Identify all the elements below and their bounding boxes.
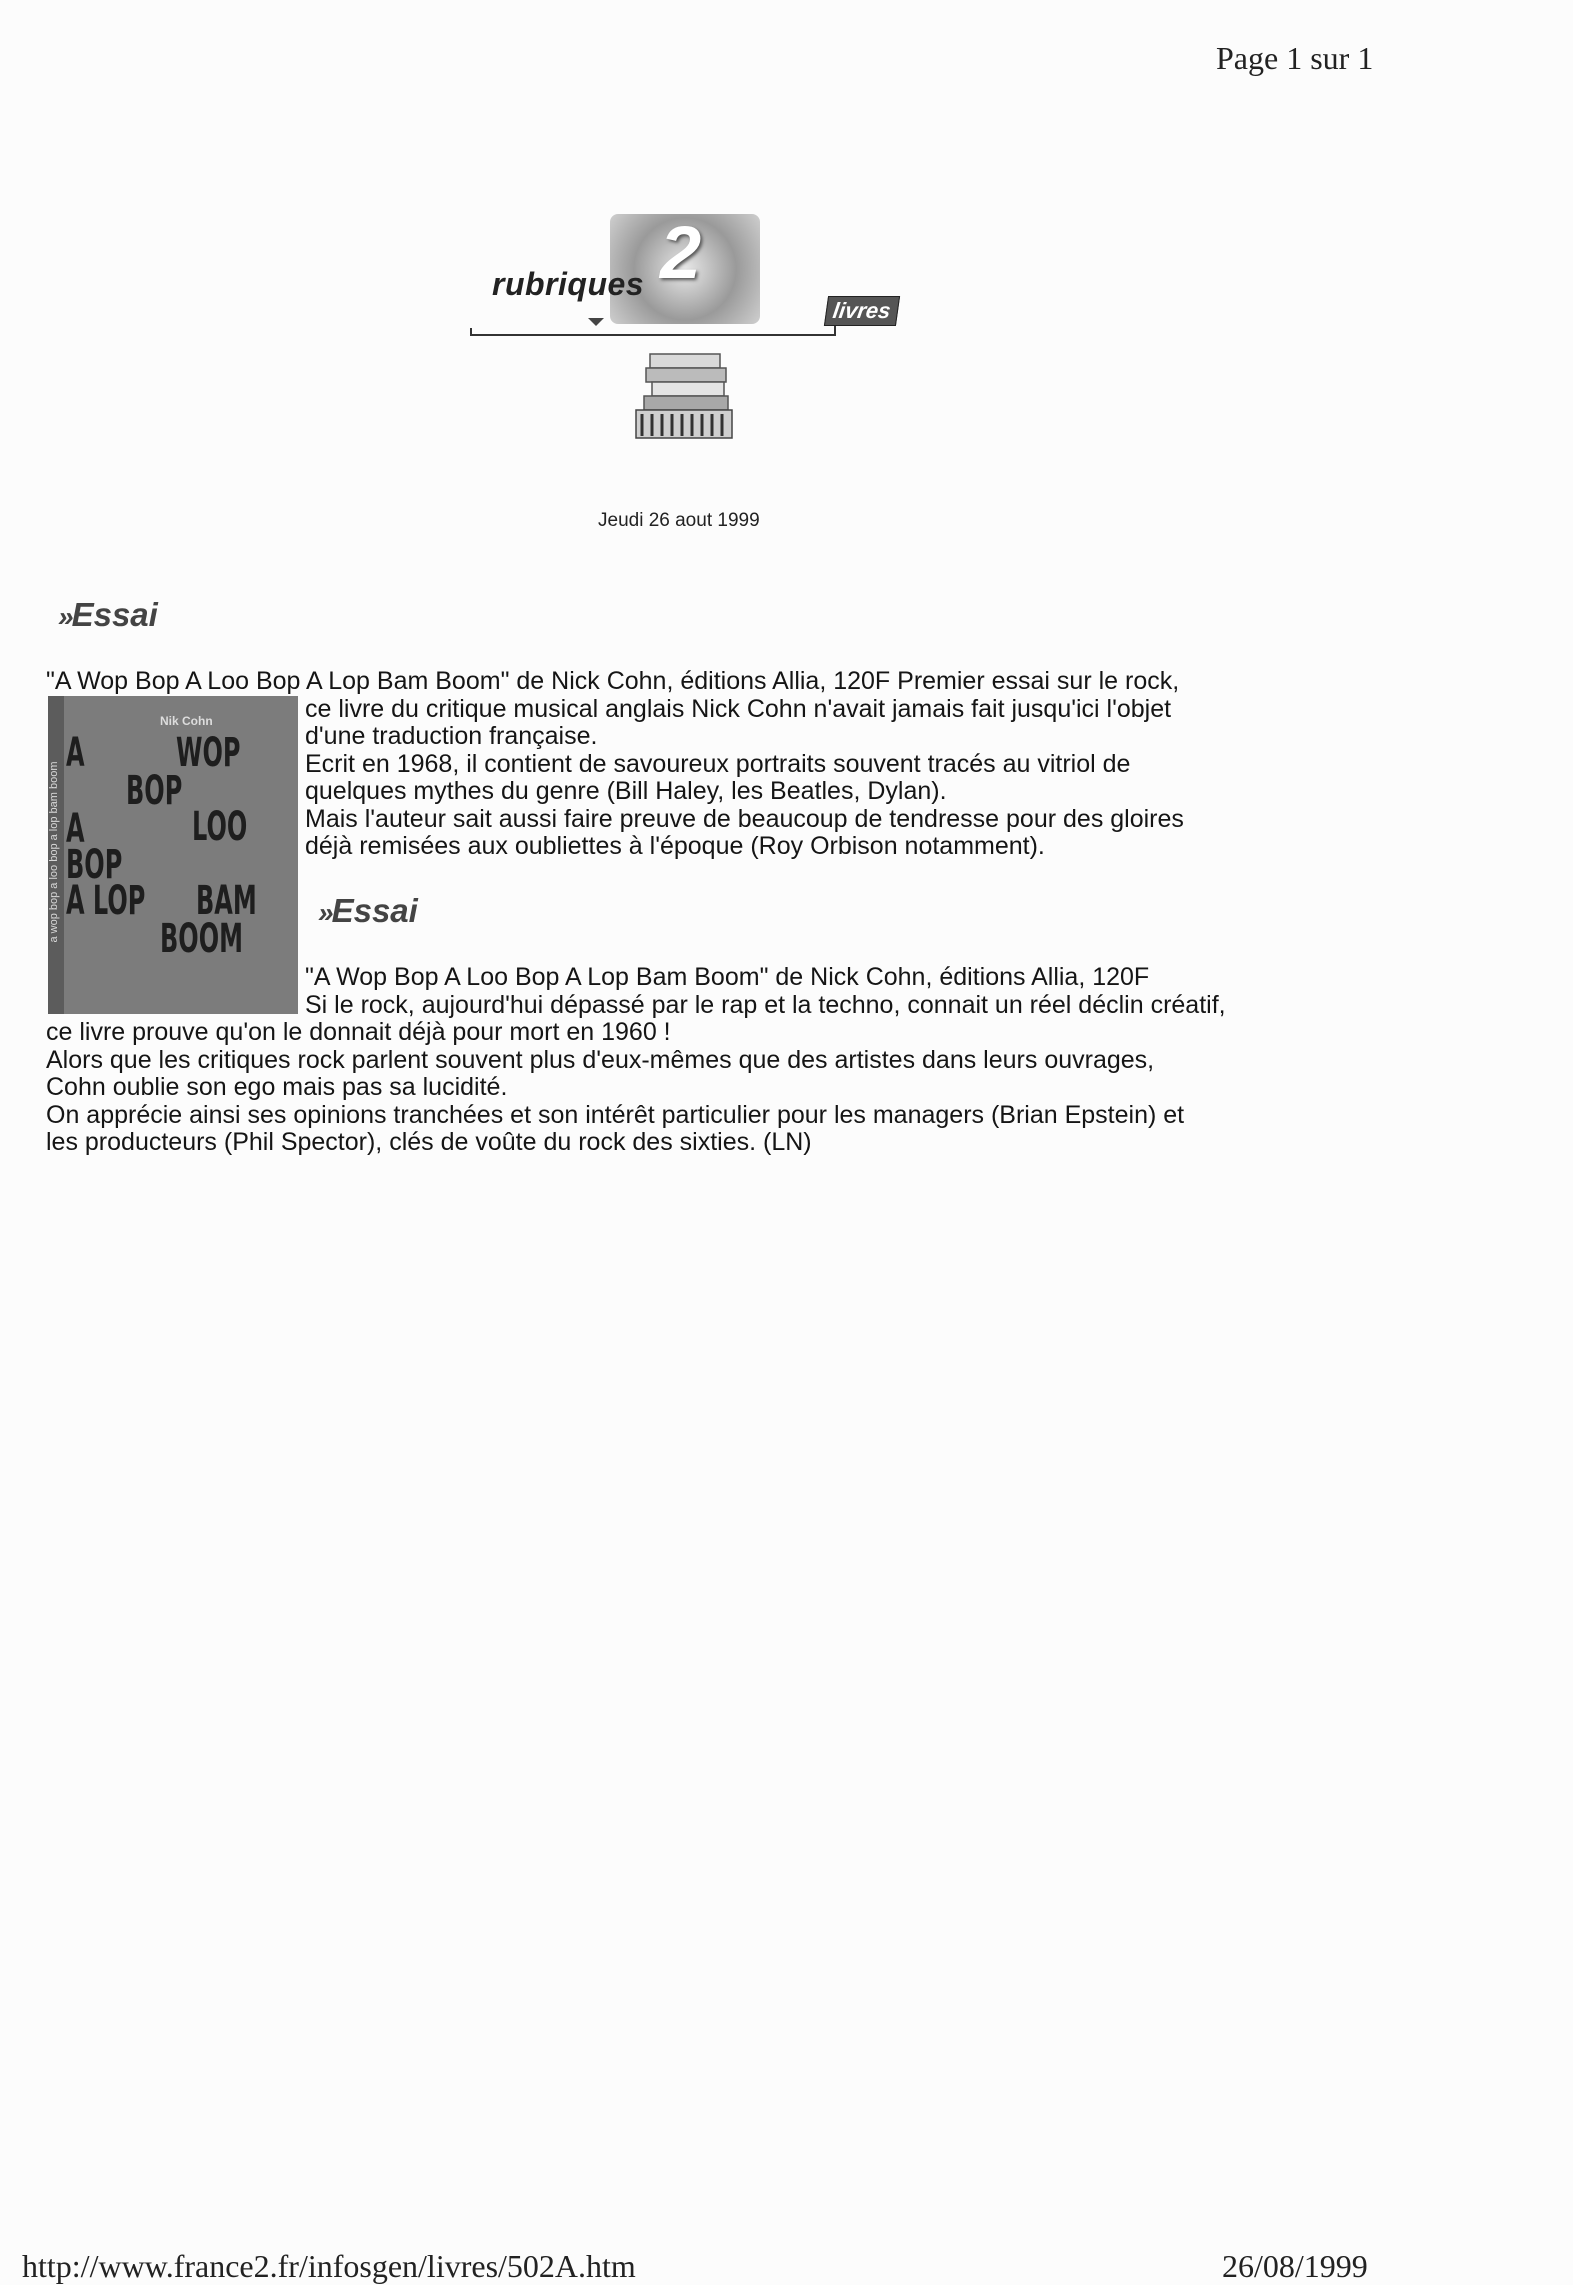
article-text-line: "A Wop Bop A Loo Bop A Lop Bam Boom" de Nick Cohn, éditions Allia, 120F [305,963,1150,991]
print-date: 26/08/1999 [1222,2248,1368,2284]
article-text-line: On apprécie ainsi ses opinions tranchées et son intérêt particulier pour les managers (Brian Epstein) et [46,1101,1185,1129]
article-text-line: d'une traduction française. [305,722,598,750]
book-spine-title: a wop bop a loo bop a lop bam boom [48,761,60,943]
chevron-icon: » [58,601,70,632]
article-text-line: les producteurs (Phil Spector), clés de voûte du rock des sixties. (LN) [46,1128,812,1156]
logo-channel-number: 2 [660,211,702,294]
rubriques-2-logo[interactable] [460,210,920,450]
article-text-line: quelques mythes du genre (Bill Haley, les Beatles, Dylan). [305,777,947,805]
book-cover-word: BOOM [160,916,243,962]
article-text-line: Si le rock, aujourd'hui dépassé par le rap et la techno, connait un réel déclin créatif, [305,991,1226,1019]
article-text-line: ce livre prouve qu'on le donnait déjà pour mort en 1960 ! [46,1018,671,1046]
book-cover-word: A [66,806,85,852]
article-text-line: ce livre du critique musical anglais Nick Cohn n'avait jamais fait jusqu'ici l'objet [305,695,1172,723]
logo-divider-tick [470,328,472,336]
logo-divider [470,334,836,336]
article-text-line: "A Wop Bop A Loo Bop A Lop Bam Boom" de Nick Cohn, éditions Allia, 120F Premier essai sur le rock, [46,667,1180,695]
book-cover-word: WOP [176,730,241,776]
section-heading-label: Essai [331,892,418,929]
book-cover-word: A [66,730,85,776]
article-text-line: déjà remisées aux oubliettes à l'époque (Roy Orbison notamment). [305,832,1045,860]
section-heading [58,596,158,634]
section-heading-label: Essai [71,596,158,633]
book-cover-word: BOP [66,842,123,888]
section-heading [318,892,418,930]
chevron-icon: » [318,897,330,928]
book-cover-author: Nik Cohn [160,714,213,728]
article-text-line: Cohn oublie son ego mais pas sa lucidité. [46,1073,508,1101]
article-text-line: Ecrit en 1968, il contient de savoureux portraits souvent tracés au vitriol de [305,750,1131,778]
page-number: Page 1 sur 1 [1216,40,1374,76]
section-badge-livres[interactable]: livres [824,296,900,326]
book-cover-word: LOO [192,804,248,850]
publication-date: Jeudi 26 aout 1999 [598,510,760,531]
book-cover-image [48,696,298,1014]
source-url[interactable]: http://www.france2.fr/infosgen/livres/502A.htm [22,2248,636,2284]
book-cover-word: BOP [126,768,183,814]
article-text-line: Alors que les critiques rock parlent souvent plus d'eux-mêmes que des artistes dans leurs ouvrages, [46,1046,1155,1074]
article-text-line: Mais l'auteur sait aussi faire preuve de beaucoup de tendresse pour des gloires [305,805,1184,833]
book-cover-word: A LOP [66,878,146,924]
logo-arrow-icon [588,318,604,326]
books-icon [630,350,740,444]
book-cover-word: BAM [196,878,257,924]
logo-brand-text: rubriques [492,266,645,302]
